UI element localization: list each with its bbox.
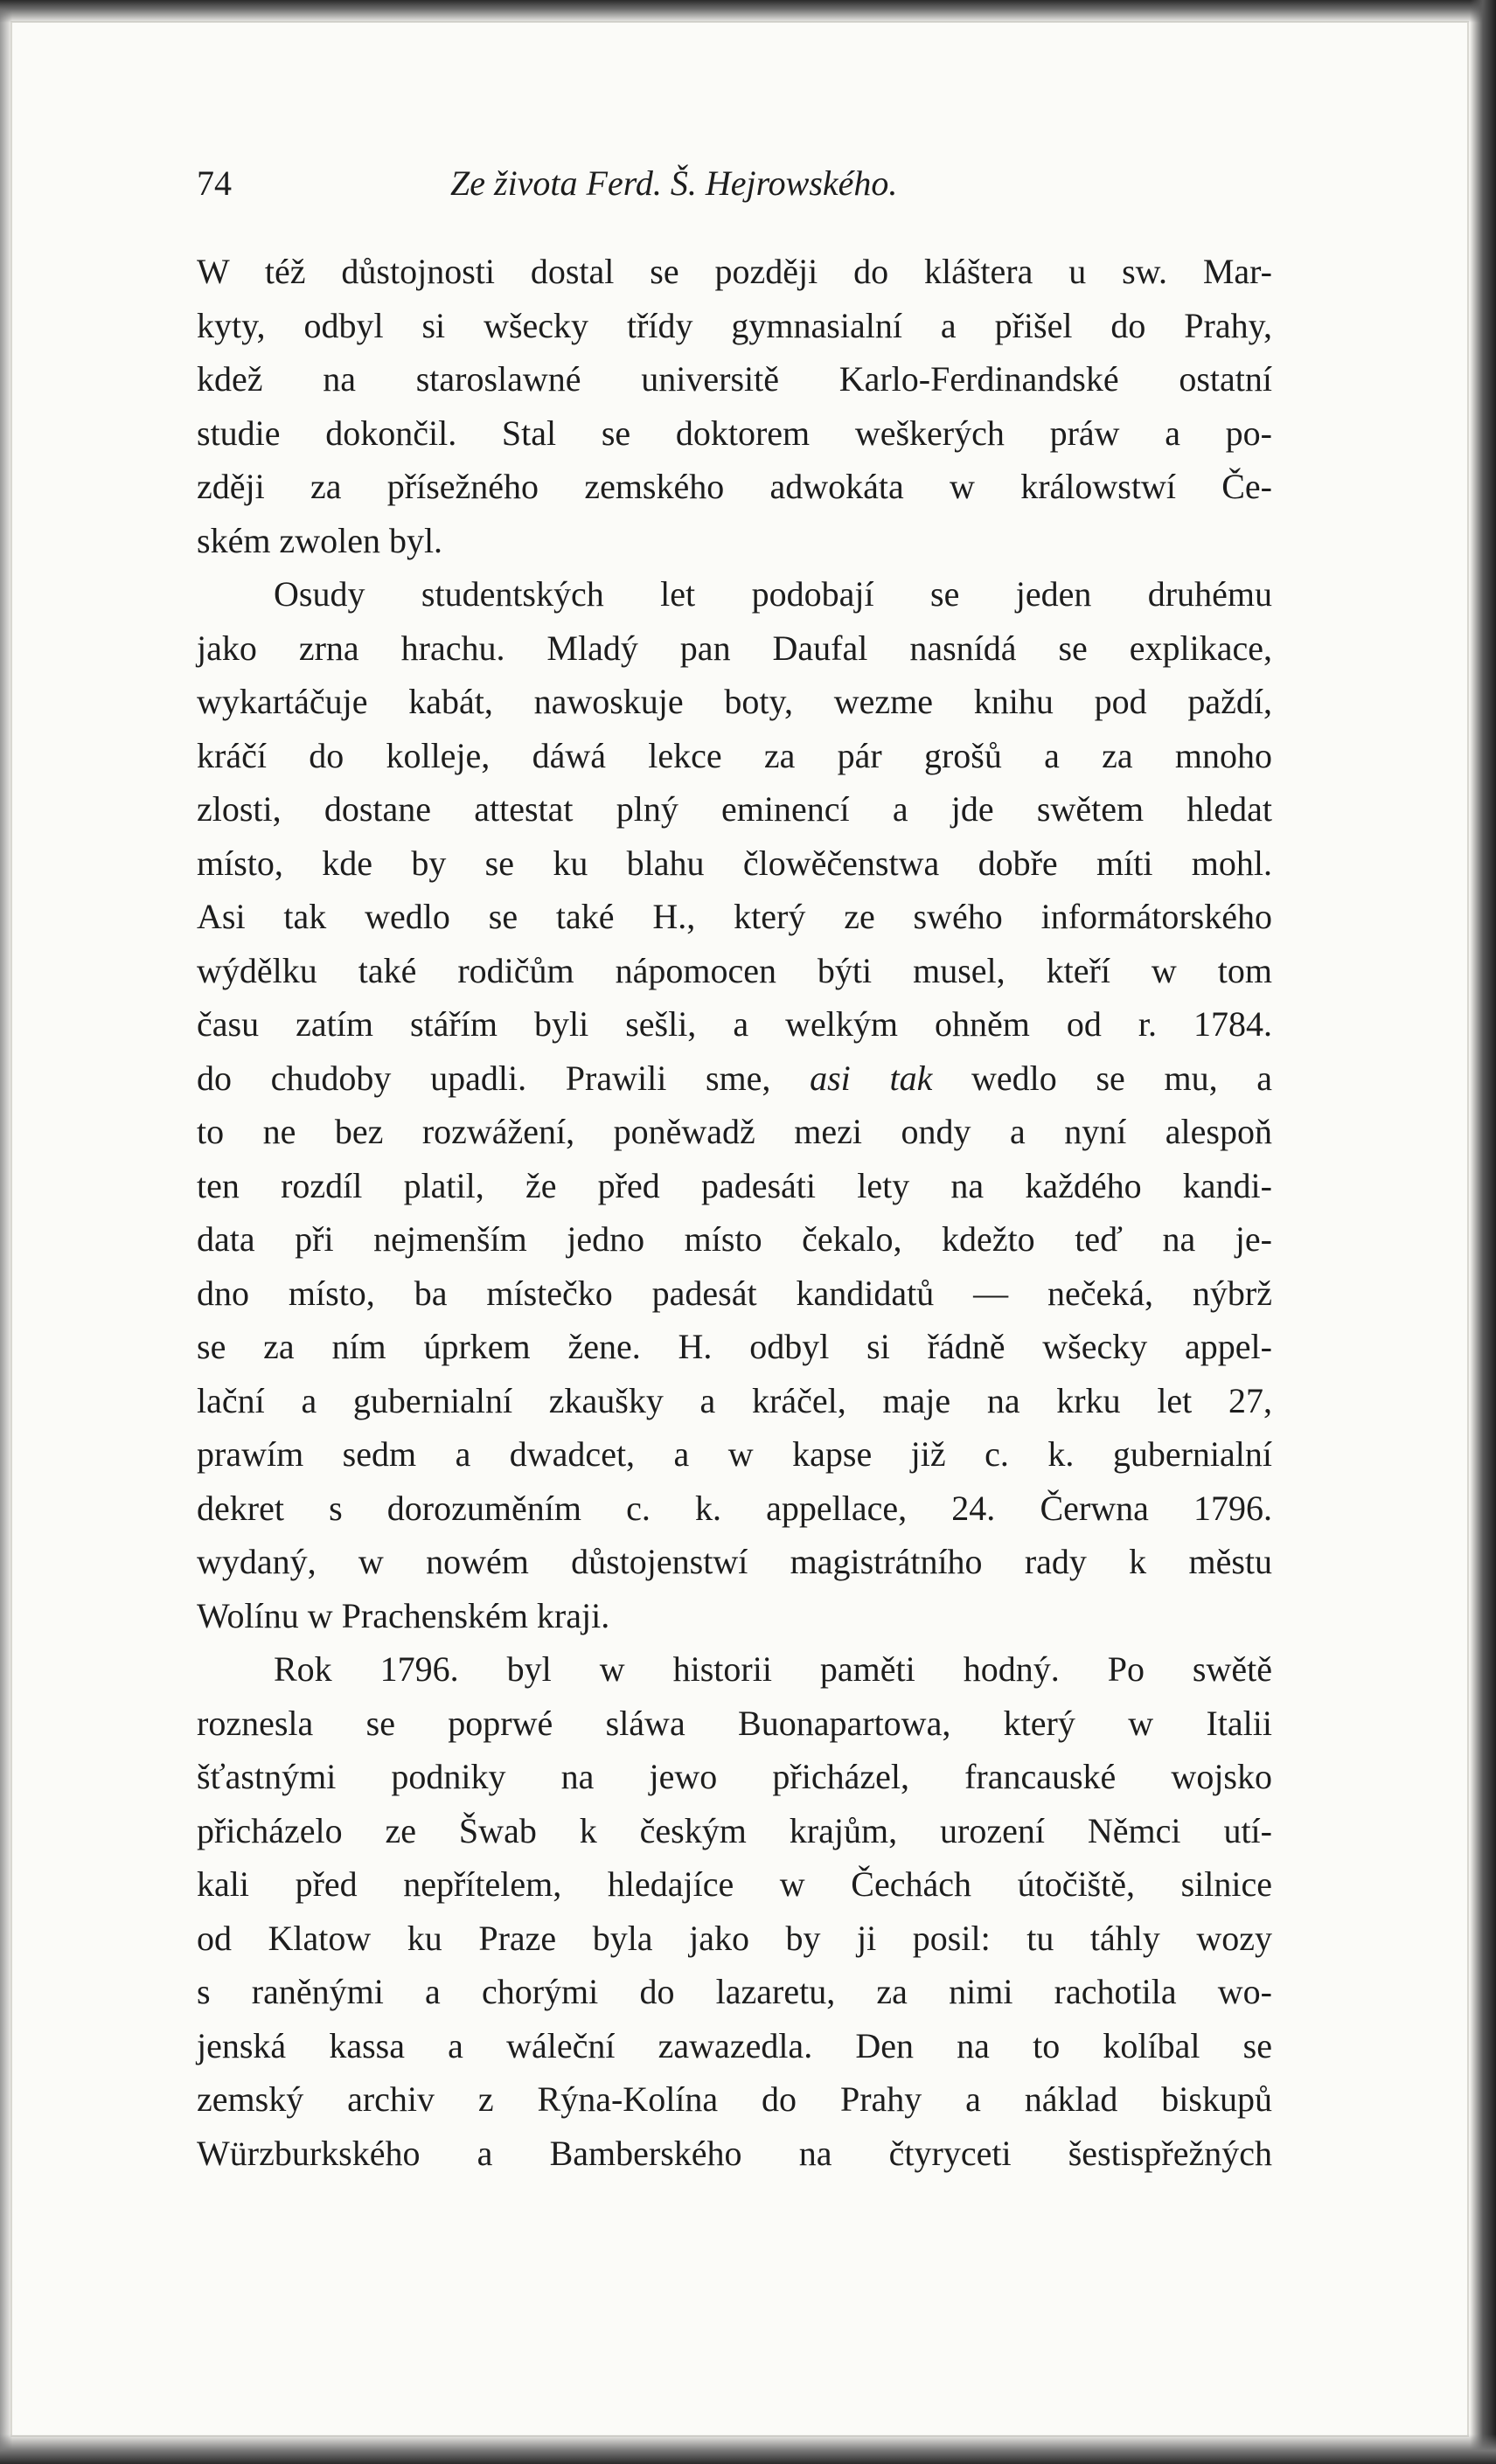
text-line: dno místo, ba místečko padesát kandidatů — nečeká, nýbrž	[197, 1273, 1272, 1313]
text-line: kyty, odbyl si wšecky třídy gymnasialní a přišel do Prahy,	[197, 305, 1272, 345]
text-line: wýdělku také rodičům nápomocen býti musel, kteří w tom	[197, 950, 1272, 990]
text-line	[197, 1052, 1272, 1106]
text-line: od Klatow ku Praze byla jako by ji posil: tu táhly wozy	[197, 1918, 1272, 1958]
running-head	[197, 163, 1272, 208]
text-line: dekret s dorozuměním c. k. appellace, 24. Čerwna 1796.	[197, 1488, 1272, 1528]
text-line: studie dokončil. Stal se doktorem weškerých práw a po-	[197, 413, 1272, 453]
text-line: zemský archiv z Rýna-Kolína do Prahy a náklad biskupů	[197, 2079, 1272, 2119]
text-line: Osudy studentských let podobají se jeden druhému	[274, 574, 1272, 614]
text-segment: do chudoby upadli. Prawili sme,	[197, 1058, 811, 1098]
text-line: prawím sedm a dwadcet, a w kapse již c. k. gubernialní	[197, 1434, 1272, 1474]
text-line: data při nejmenším jedno místo čekalo, kdežto teď na je-	[197, 1219, 1272, 1259]
italic-phrase: asi tak	[810, 1058, 933, 1098]
text-line: wydaný, w nowém důstojenstwí magistrátního rady k městu	[197, 1542, 1272, 1581]
text-line: zději za přísežného zemského adwokáta w králowstwí Če-	[197, 467, 1272, 506]
text-line: ten rozdíl platil, že před padesáti lety na každého kandi-	[197, 1165, 1272, 1205]
text-line: to ne bez rozwážení, poněwadž mezi ondy a nyní alespoň	[197, 1112, 1272, 1151]
text-line: ském zwolen byl.	[197, 520, 443, 560]
text-line: kráčí do kolleje, dáwá lekce za pár grošů a za mnoho	[197, 735, 1272, 775]
text-line: času zatím stářím byli sešli, a welkým ohněm od r. 1784.	[197, 1004, 1272, 1044]
text-line: Würzburkského a Bamberského na čtyryceti šestispřežných	[197, 2133, 1272, 2173]
text-line: jenská kassa a wáleční zawazedla. Den na to kolíbal se	[197, 2025, 1272, 2065]
scan-edge-right	[1470, 0, 1496, 2464]
body-text	[197, 245, 1272, 2180]
text-line: Asi tak wedlo se také H., který ze swého informátorského	[197, 897, 1272, 936]
text-line: zlosti, dostane attestat plný eminencí a jde swětem hledat	[197, 789, 1272, 829]
text-line: se za ním úprkem žene. H. odbyl si řádně wšecky appel-	[197, 1327, 1272, 1366]
page-number: 74	[197, 163, 232, 203]
text-line: jako zrna hrachu. Mladý pan Daufal nasnídá se explikace,	[197, 628, 1272, 668]
text-line: šťastnými podniky na jewo přicházel, francauské wojsko	[197, 1757, 1272, 1796]
text-line: W též důstojnosti dostal se později do kláštera u sw. Mar-	[197, 252, 1272, 291]
running-title: Ze života Ferd. Š. Hejrowského.	[450, 163, 898, 203]
text-line: wykartáčuje kabát, nawoskuje boty, wezme knihu pod paždí,	[197, 682, 1272, 721]
text-line: kali před nepřítelem, hledajíce w Čechách útočiště, silnice	[197, 1864, 1272, 1904]
text-line: s raněnými a chorými do lazaretu, za nimi rachotila wo-	[197, 1972, 1272, 2011]
text-line: lační a gubernialní zkaušky a kráčel, maje na krku let 27,	[197, 1380, 1272, 1420]
text-line: roznesla se poprwé sláwa Buonapartowa, který w Italii	[197, 1703, 1272, 1743]
text-line: místo, kde by se ku blahu člowěčenstwa dobře míti mohl.	[197, 843, 1272, 883]
text-segment: wedlo se mu, a	[932, 1058, 1272, 1098]
text-line: Wolínu w Prachenském kraji.	[197, 1595, 610, 1635]
scan-edge-top	[0, 0, 1496, 23]
text-line: přicházelo ze Šwab k českým krajům, urození Němci utí-	[197, 1810, 1272, 1850]
scan-edge-bottom	[0, 2434, 1496, 2464]
text-line: Rok 1796. byl w historii paměti hodný. Po swětě	[274, 1649, 1272, 1689]
text-line: kdež na staroslawné universitě Karlo-Ferdinandské ostatní	[197, 359, 1272, 399]
